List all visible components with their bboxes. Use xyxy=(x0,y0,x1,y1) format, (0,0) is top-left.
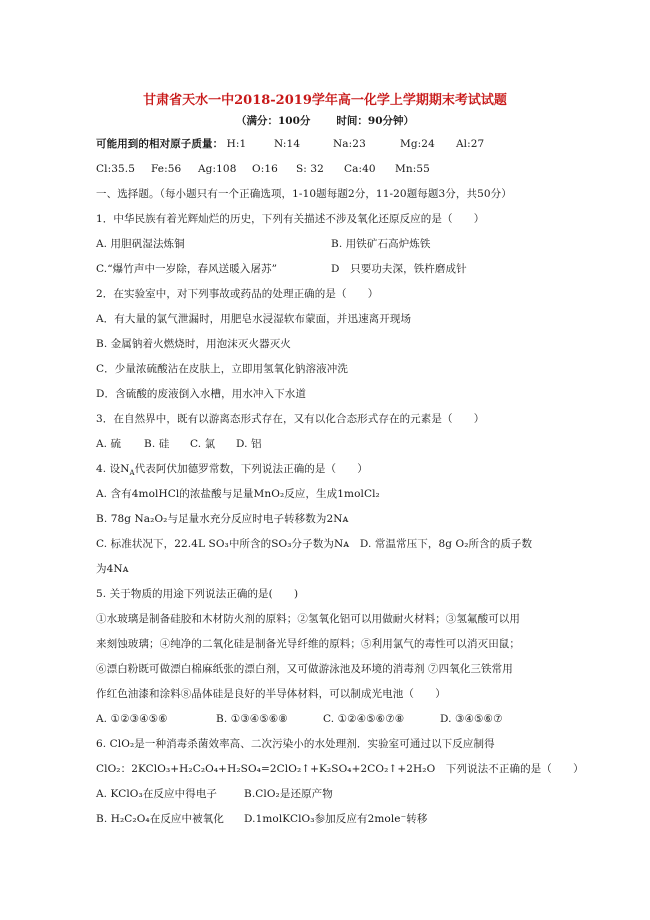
question-1-option-d: D 只要功夫深，铁杵磨成针 xyxy=(331,263,467,275)
question-4-option-b: B. 78g Na₂O₂与足量水充分反应时电子转移数为2Nᴀ xyxy=(96,513,349,525)
atomic-masses-row-1 xyxy=(96,137,485,151)
question-1-option-a: A. 用胆矾湿法炼铜 xyxy=(96,238,185,250)
mass-item: H:1 xyxy=(226,138,247,150)
question-1-option-c: C.“爆竹声中一岁除，春风送暖入屠苏” xyxy=(96,263,278,275)
question-3-option-c: C. 氯 xyxy=(190,438,216,450)
mass-item: Na:23 xyxy=(333,138,366,150)
question-2-option-c: C．少量浓硫酸沾在皮肤上，立即用氢氧化钠溶液冲洗 xyxy=(96,363,348,375)
question-5-option-b: B. ①③④⑤⑥⑧ xyxy=(216,713,288,725)
question-4-stem-end: 代表阿伏加德罗常数，下列说法正确的是（ ） xyxy=(134,463,368,475)
exam-time: 时间：90分钟） xyxy=(336,115,415,127)
question-2-option-b: B. 金属钠着火燃烧时，用泡沫灭火器灭火 xyxy=(96,338,291,350)
question-6-stem: 6. ClO₂是一种消毒杀菌效率高、二次污染小的水处理剂．实验室可通过以下反应制得 xyxy=(96,738,495,750)
mass-item: Ag:108 xyxy=(198,163,237,175)
question-4-stem xyxy=(96,462,368,476)
atomic-masses-label: 可能用到的相对原子质量： xyxy=(96,138,224,150)
question-5-option-c: C. ①②④⑤⑥⑦⑧ xyxy=(323,713,405,725)
atomic-masses-row-2 xyxy=(96,162,430,176)
question-3-options xyxy=(96,437,262,451)
question-6-option-c: B. H₂C₂O₄在反应中被氧化 xyxy=(96,813,224,825)
mass-item: Al:27 xyxy=(456,138,485,150)
question-3-option-d: D. 铝 xyxy=(236,438,262,450)
mass-item: S: 32 xyxy=(296,163,324,175)
question-3-stem: 3．在自然界中，既有以游离态形式存在，又有以化合态形式存在的元素是（ ） xyxy=(96,413,485,425)
question-5-body-line: 作红色油漆和涂料⑧晶体硅是良好的半导体材料，可以制成光电池（ ） xyxy=(96,688,446,700)
question-5-body-line: ①水玻璃是制备硅胶和木材防火剂的原料；②氢氧化铝可以用做耐火材料；③氢氟酸可以用 xyxy=(96,613,520,625)
question-2-option-a: A．有大量的氯气泄漏时，用肥皂水浸湿软布蒙面，并迅速离开现场 xyxy=(96,313,412,325)
question-6-option-d: D.1molKClO₃参加反应有2mole⁻转移 xyxy=(244,813,428,825)
mass-item: Fe:56 xyxy=(151,163,182,175)
question-1-stem: 1．中华民族有着光辉灿烂的历史，下列有关描述不涉及氧化还原反应的是（ ） xyxy=(96,213,485,225)
mass-item: O:16 xyxy=(252,163,278,175)
question-5-options xyxy=(96,712,503,726)
question-5-option-d: D. ③④⑤⑥⑦ xyxy=(440,713,503,725)
question-6-reaction: ClO₂：2KClO₃+H₂C₂O₄+H₂SO₄=2ClO₂↑+K₂SO₄+2CO₂↑+2H₂O 下列说法不正确的是（ ） xyxy=(96,763,584,775)
exam-subtitle xyxy=(0,113,650,128)
question-5-body-line: 来刻蚀玻璃；④纯净的二氧化硅是制备光导纤维的原料；⑤利用氯气的毒性可以消灭田鼠； xyxy=(96,638,520,650)
question-5-option-a: A. ①②③④⑤⑥ xyxy=(96,713,168,725)
question-4-stem-subscript: A xyxy=(129,469,135,478)
question-3-option-b: B. 硅 xyxy=(144,438,170,450)
full-score: （满分：100分 xyxy=(235,115,311,127)
question-6-option-a: A. KClO₃在反应中得电子 xyxy=(96,788,218,800)
mass-item: Mn:55 xyxy=(395,163,430,175)
question-4-option-a: A. 含有4molHCl的浓盐酸与足量MnO₂反应，生成1molCl₂ xyxy=(96,488,380,500)
mass-item: Cl:35.5 xyxy=(96,163,136,175)
question-4-stem-start: 4. 设N xyxy=(96,463,130,475)
mass-item: N:14 xyxy=(274,138,301,150)
question-2-option-d: D．含硫酸的废液倒入水槽，用水冲入下水道 xyxy=(96,388,306,400)
mass-item: Ca:40 xyxy=(344,163,376,175)
question-4-option-c: C. 标准状况下，22.4L SO₃中所含的SO₃分子数为Nᴀ D. 常温常压下，8g O₂所含的质子数 xyxy=(96,538,533,550)
question-1-option-b: B. 用铁矿石高炉炼铁 xyxy=(331,238,431,250)
mass-item: Mg:24 xyxy=(400,138,435,150)
exam-title: 甘肃省天水一中2018-2019学年高一化学上学期期末考试试题 xyxy=(143,93,507,108)
question-4-option-d-cont: 为4Nᴀ xyxy=(96,563,129,575)
question-3-option-a: A. 硫 xyxy=(96,438,122,450)
question-5-stem: 5. 关于物质的用途下列说法正确的是( ) xyxy=(96,588,299,600)
section-heading: 一、选择题。（每小题只有一个正确选项，1-10题每题2分，11-20题每题3分，共50分） xyxy=(96,188,512,200)
question-2-stem: 2．在实验室中，对下列事故或药品的处理正确的是（ ） xyxy=(96,288,379,300)
question-6-option-b: B.ClO₂是还原产物 xyxy=(244,788,333,800)
question-5-body-line: ⑥漂白粉既可做漂白棉麻纸张的漂白剂，又可做游泳池及环境的消毒剂 ⑦四氧化三铁常用 xyxy=(96,663,513,675)
